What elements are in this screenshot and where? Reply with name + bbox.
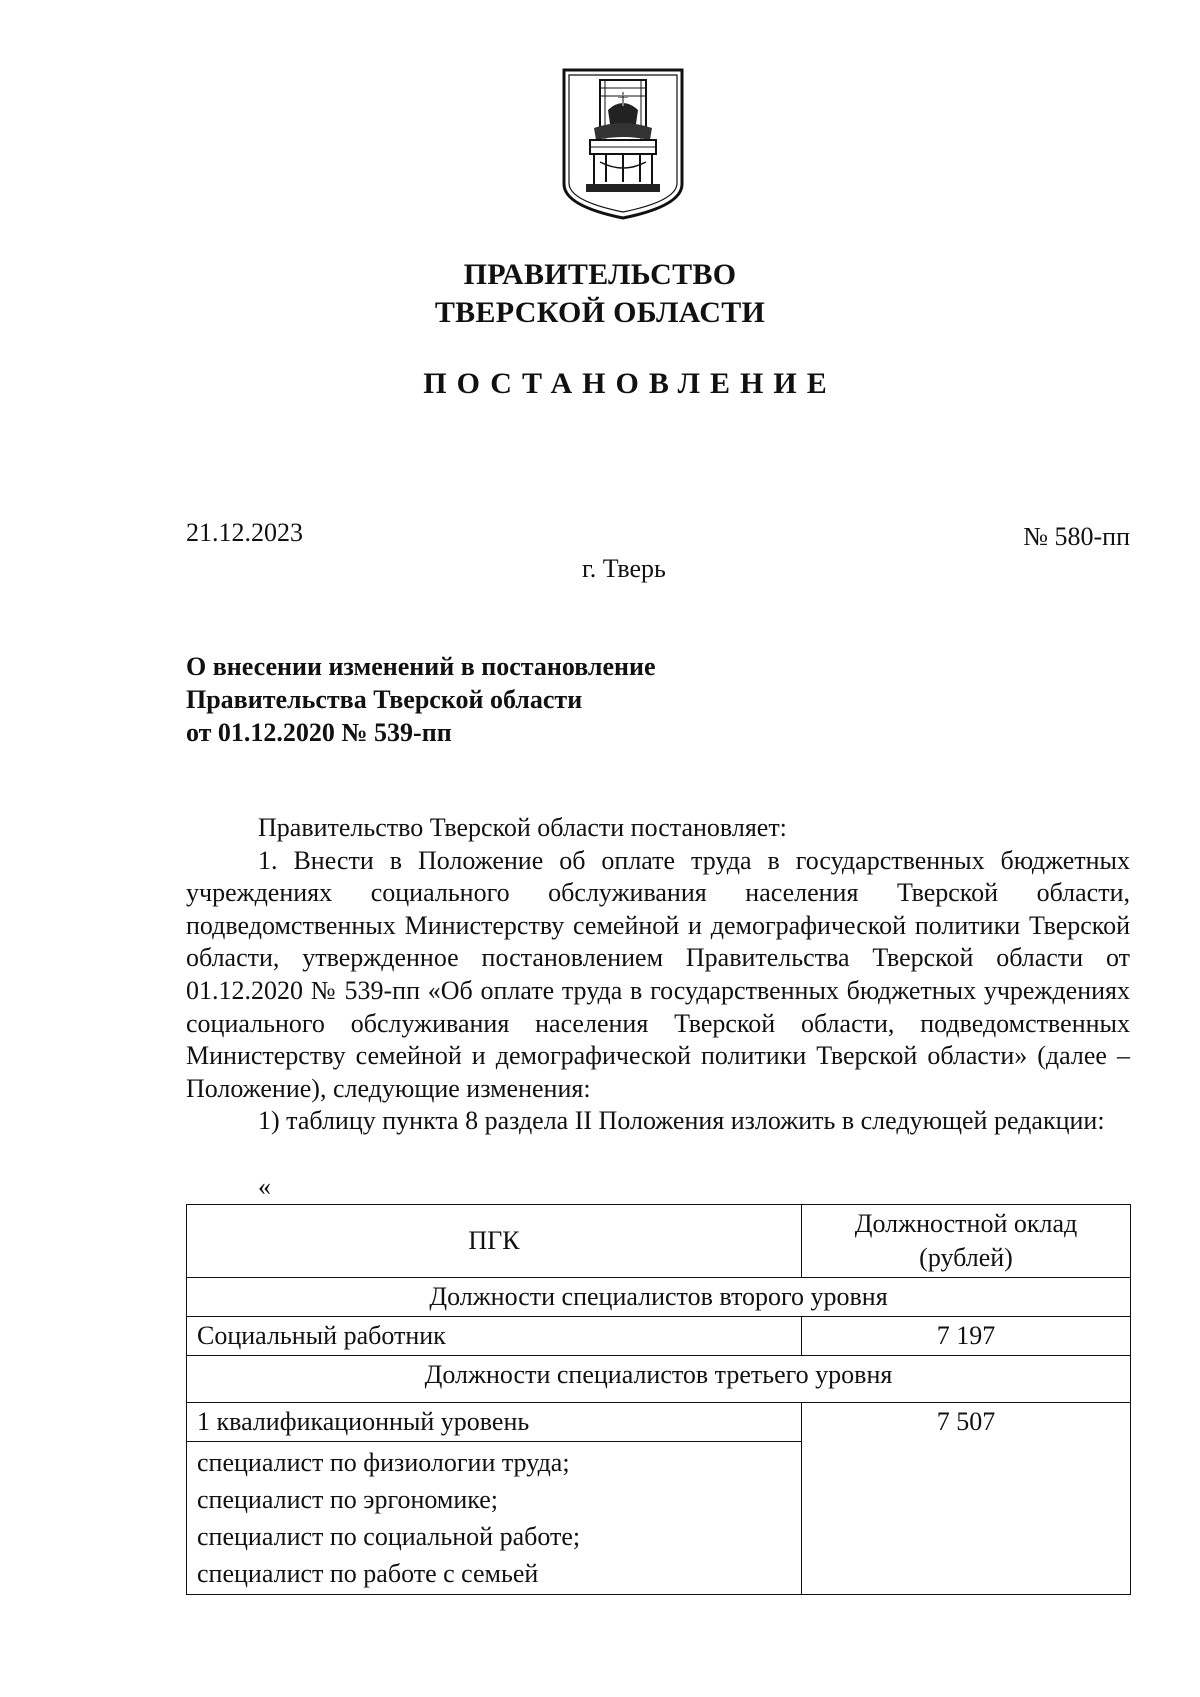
section-title: Должности специалистов третьего уровня <box>187 1356 1131 1403</box>
body-paragraph: Правительство Тверской области постановляет: <box>258 813 787 842</box>
body-paragraph: 1) таблицу пункта 8 раздела II Положения изложить в следующей редакции: <box>258 1106 1105 1136</box>
table-header-row <box>187 1205 1131 1278</box>
document-city: г. Тверь <box>582 554 666 583</box>
organization-name-line2: ТВЕРСКОЙ ОБЛАСТИ <box>434 296 766 329</box>
qualification-level: 1 квалификационный уровень <box>187 1403 802 1442</box>
salary-value: 7 197 <box>802 1317 1131 1356</box>
section-title: Должности специалистов второго уровня <box>187 1278 1131 1317</box>
table-section-row <box>187 1278 1131 1317</box>
list-item: специалист по социальной работе; <box>197 1522 581 1551</box>
document-type: ПОСТАНОВЛЕНИЕ <box>423 367 837 400</box>
table-section-row <box>187 1356 1131 1403</box>
position-name: Социальный работник <box>187 1317 802 1356</box>
header-cell-salary <box>802 1205 1131 1278</box>
header-salary-line: (рублей) <box>919 1243 1013 1272</box>
salary-table <box>186 1204 1131 1595</box>
organization-name-line1: ПРАВИТЕЛЬСТВО <box>463 258 737 291</box>
header-salary-line: Должностной оклад <box>854 1209 1078 1238</box>
list-item: специалист по физиологии труда; <box>197 1448 570 1477</box>
subject-line: от 01.12.2020 № 539-пп <box>186 718 452 747</box>
document-date: 21.12.2023 <box>186 518 303 547</box>
header-cell-pgk: ПГК <box>187 1205 802 1278</box>
document-subject <box>186 650 656 749</box>
table-row <box>187 1403 1131 1442</box>
subject-line: О внесении изменений в постановление <box>186 652 656 681</box>
list-item: специалист по работе с семьей <box>197 1559 539 1588</box>
coat-of-arms-icon <box>560 66 686 222</box>
subject-line: Правительства Тверской области <box>186 685 583 714</box>
body-paragraph: 1. Внести в Положение об оплате труда в государственных бюджетных учреждениях социального обслуживания населения Тверской области, подведомственных Министерству семейной и демографической политики Тверской области, утвержденное постановлением Правительства Тверской области от 01.12.2020 № 539-пп «Об оплате труда в государственных бюджетных учреждениях социального обслуживания населения Тверской области, подведомственных Министерству семейной и демографической политики Тверской области» (далее – Положение), следующие изменения: <box>186 845 1130 1103</box>
document-body <box>186 812 1130 1138</box>
quote-open-mark: « <box>258 1172 271 1201</box>
list-item: специалист по эргономике; <box>197 1485 499 1514</box>
table-row <box>187 1317 1131 1356</box>
salary-value: 7 507 <box>802 1403 1131 1595</box>
position-list <box>187 1442 802 1595</box>
document-number: № 580-пп <box>1023 522 1130 551</box>
